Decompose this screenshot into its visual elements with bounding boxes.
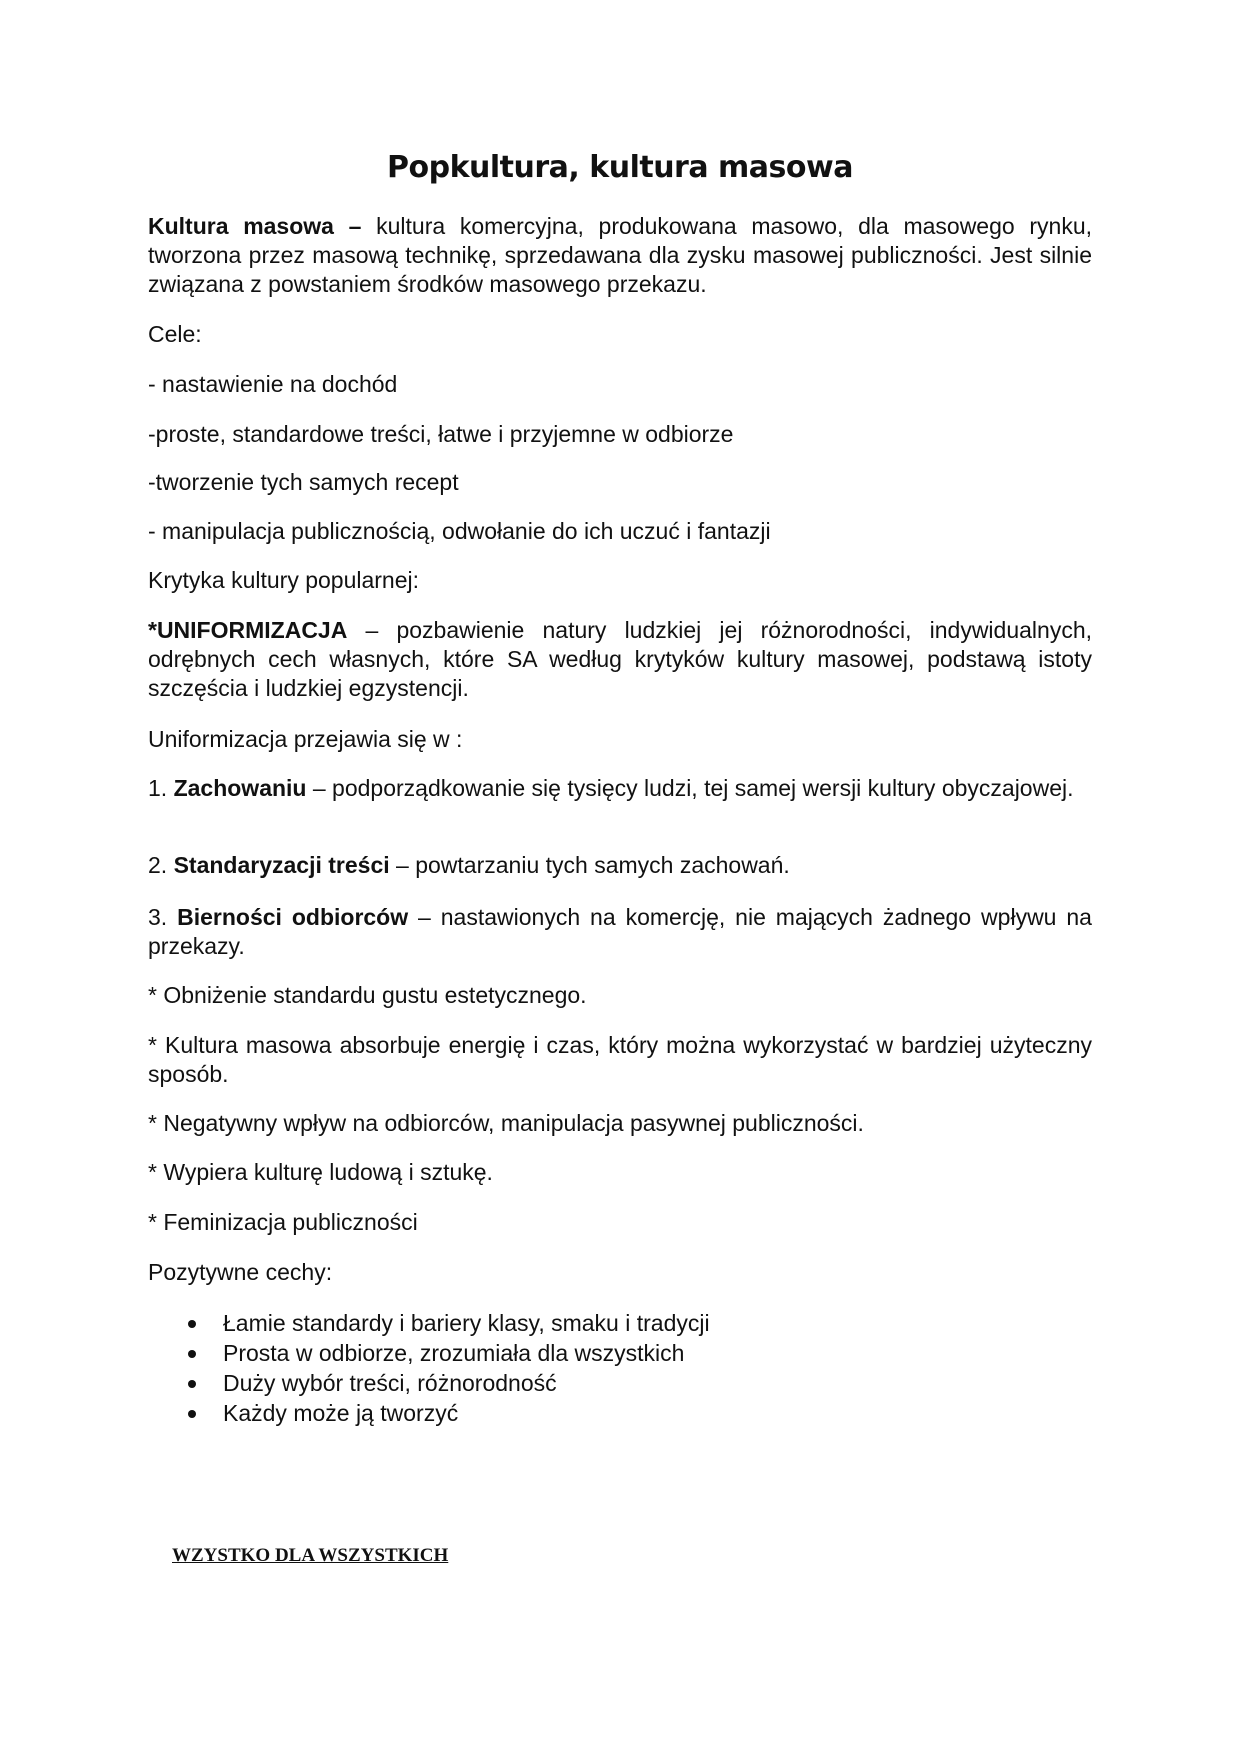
numbered-item-term: Bierności odbiorców xyxy=(177,904,409,930)
bullet-icon xyxy=(188,1380,196,1388)
list-item-text: Duży wybór treści, różnorodność xyxy=(223,1370,557,1396)
intro-term: Kultura masowa – xyxy=(148,213,362,239)
critique-point: * Obniżenie standardu gustu estetycznego. xyxy=(148,982,587,1008)
numbered-item-text: – nastawionych na komercję, nie mających żadnego wpływu na przekazy. xyxy=(148,904,1092,959)
critique-heading: Krytyka kultury popularnej: xyxy=(148,567,420,593)
critique-point: * Kultura masowa absorbuje energię i czas, który można wykorzystać w bardziej użyteczny sposób. xyxy=(148,1032,1092,1087)
positives-list xyxy=(148,1308,1092,1428)
list-item xyxy=(148,1308,1092,1338)
manifests-intro: Uniformizacja przejawia się w : xyxy=(148,726,463,752)
list-item xyxy=(148,1368,1092,1398)
critique-point: * Wypiera kulturę ludową i sztukę. xyxy=(148,1159,493,1185)
bullet-icon xyxy=(188,1410,196,1418)
list-item xyxy=(148,1338,1092,1368)
footer-heading: WZYSTKO DLA WSZYSTKICH xyxy=(172,1545,449,1566)
positives-heading: Pozytywne cechy: xyxy=(148,1259,333,1285)
list-item-text: Łamie standardy i bariery klasy, smaku i tradycji xyxy=(223,1310,710,1336)
numbered-item-number: 3. xyxy=(148,904,178,930)
uniformization-paragraph xyxy=(148,616,1092,703)
intro-text: kultura komercyjna, produkowana masowo, dla masowego rynku, tworzona przez masową technikę, sprzedawana dla zysku masowej publiczności. Jest silnie związana z powstaniem środków masowego przekazu. xyxy=(148,213,1093,297)
uniformization-text: – pozbawienie natury ludzkiej jej różnorodności, indywidualnych, odrębnych cech własnych, które SA według krytyków kultury masowej, podstawą istoty szczęścia i ludzkiej egzystencji. xyxy=(148,617,1092,701)
list-item xyxy=(148,1398,1092,1428)
numbered-item-term: Zachowaniu xyxy=(173,775,307,801)
uniformization-term: *UNIFORMIZACJA xyxy=(148,617,348,643)
numbered-item-text: – podporządkowanie się tysięcy ludzi, tej samej wersji kultury obyczajowej. xyxy=(306,775,1074,801)
document-page xyxy=(148,0,1092,1754)
numbered-item-number: 2. xyxy=(148,852,174,878)
goal-item: -proste, standardowe treści, łatwe i przyjemne w odbiorze xyxy=(148,421,734,447)
goal-item: - nastawienie na dochód xyxy=(148,371,398,397)
numbered-item xyxy=(148,851,1092,880)
bullet-icon xyxy=(188,1320,196,1328)
list-item-text: Każdy może ją tworzyć xyxy=(223,1400,459,1426)
numbered-item-term: Standaryzacji treści xyxy=(173,852,390,878)
critique-point: * Feminizacja publiczności xyxy=(148,1209,418,1235)
intro-paragraph xyxy=(148,212,1092,299)
list-item-text: Prosta w odbiorze, zrozumiała dla wszystkich xyxy=(223,1340,685,1366)
numbered-item-number: 1. xyxy=(148,775,174,801)
critique-point: * Negatywny wpływ na odbiorców, manipulacja pasywnej publiczności. xyxy=(148,1110,864,1136)
numbered-item xyxy=(148,903,1092,961)
numbered-item-text: – powtarzaniu tych samych zachowań. xyxy=(389,852,790,878)
document-title: Popkultura, kultura masowa xyxy=(387,150,853,185)
goal-item: -tworzenie tych samych recept xyxy=(148,469,459,495)
goals-heading: Cele: xyxy=(148,321,202,347)
numbered-item xyxy=(148,774,1092,803)
bullet-icon xyxy=(188,1350,196,1358)
goal-item: - manipulacja publicznością, odwołanie do ich uczuć i fantazji xyxy=(148,518,771,544)
